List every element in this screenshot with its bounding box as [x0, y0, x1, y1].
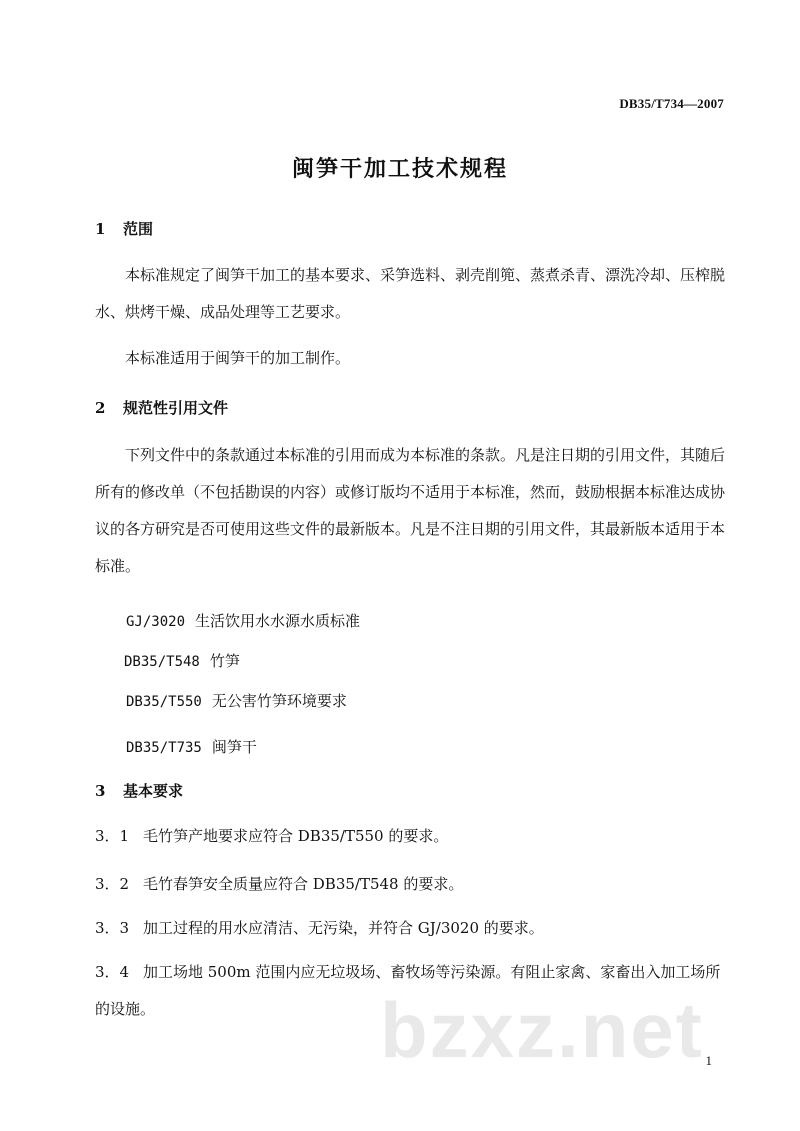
reference-title: 闽笋干 [211, 738, 257, 756]
document-title: 闽笋干加工技术规程 [291, 156, 508, 182]
watermark: bzxz.net [380, 986, 704, 1074]
section-1-paragraph-1 [95, 257, 735, 331]
section-title: 规范性引用文件 [123, 399, 229, 417]
reference-item [124, 650, 240, 671]
reference-title: 竹笋 [209, 652, 240, 670]
section-title: 基本要求 [123, 782, 184, 800]
item-text: 加工场地 500m 范围内应无垃圾场、畜牧场等污染源。有阻止家禽、家畜出入加工场所的设施。 [95, 963, 721, 1018]
reference-code: DB35/T735 [126, 740, 202, 756]
item-number: 3．4 [95, 963, 130, 981]
item-number: 3．2 [95, 875, 130, 893]
requirement-item [95, 910, 735, 947]
section-number: 3 [95, 782, 106, 800]
paragraph-text: 下列文件中的条款通过本标准的引用而成为本标准的条款。凡是注日期的引用文件，其随后所有的修改单（不包括勘误的内容）或修订版均不适用于本标准，然而，鼓励根据本标准达成协议的各方研究是否可使用这些文件的最新版本。凡是不注日期的引用文件，其最新版本适用于本标准。 [95, 446, 726, 575]
reference-item [126, 690, 347, 711]
item-number: 3．1 [95, 827, 130, 845]
paragraph-text: 本标准规定了闽笋干加工的基本要求、采笋选料、剥壳削篼、蒸煮杀青、漂洗冷却、压榨脱水、烘烤干燥、成品处理等工艺要求。 [95, 266, 726, 321]
reference-code: DB35/T550 [126, 694, 202, 710]
item-text: 毛竹笋产地要求应符合 DB35/T550 的要求。 [143, 827, 449, 845]
section-1-heading [95, 218, 153, 239]
reference-code: GJ/3020 [126, 614, 186, 630]
reference-item [126, 610, 360, 631]
standard-code: DB35/T734—2007 [619, 96, 724, 111]
paragraph-text: 本标准适用于闽笋干的加工制作。 [125, 349, 351, 367]
section-number: 1 [95, 220, 106, 238]
item-text: 毛竹春笋安全质量应符合 DB35/T548 的要求。 [143, 875, 464, 893]
page-number: 1 [705, 1053, 712, 1068]
requirement-item [95, 866, 735, 903]
reference-title: 无公害竹笋环境要求 [211, 692, 347, 710]
section-1-paragraph-2 [95, 340, 735, 377]
reference-code: DB35/T548 [124, 654, 200, 670]
section-title: 范围 [123, 220, 154, 238]
section-2-paragraph [95, 437, 735, 585]
item-number: 3．3 [95, 919, 130, 937]
section-2-heading [95, 397, 228, 418]
requirement-item [95, 818, 735, 855]
reference-item [126, 736, 257, 757]
section-3-heading [95, 780, 183, 801]
item-text: 加工过程的用水应清洁、无污染，并符合 GJ/3020 的要求。 [143, 919, 544, 937]
section-number: 2 [95, 399, 106, 417]
reference-title: 生活饮用水水源水质标准 [195, 612, 361, 630]
